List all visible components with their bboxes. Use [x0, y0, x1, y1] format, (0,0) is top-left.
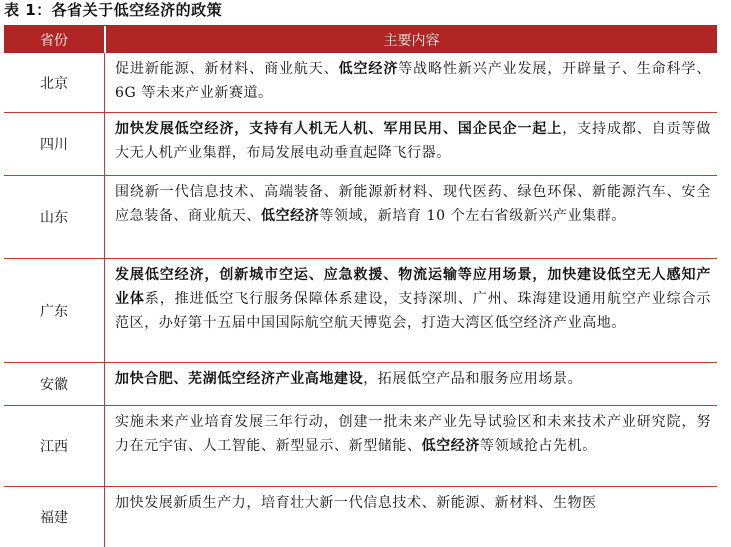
table-row — [4, 176, 717, 259]
bold-text-segment: 加快发展低空经济，支持有人机无人机、军用民用、国企民企一起上 — [115, 121, 563, 137]
bold-text-segment: 发展低空经济，创新城市空运、应急救援、物流运输等应用场景，加快建设低空无人感知产业体 — [115, 267, 711, 307]
text-segment: 围绕新一代信息技术、高端装备、新能源新材料、现代医药、绿色环保、新能源汽车、安全应急装备、商业航天、 — [115, 184, 711, 224]
table-row — [4, 487, 717, 547]
table-row — [4, 363, 717, 406]
province-cell: 江西 — [4, 406, 105, 486]
content-cell — [105, 406, 717, 486]
text-segment: 等领域，新培育 10 个左右省级新兴产业集群。 — [319, 208, 626, 224]
policy-table — [4, 25, 717, 547]
text-segment: 加快发展新质生产力，培育壮大新一代信息技术、新能源、新材料、生物医 — [115, 495, 597, 511]
table-caption: 表 1：各省关于低空经济的政策 — [4, 1, 223, 19]
bold-text-segment: 低空经济 — [338, 61, 399, 77]
header-province: 省份 — [4, 26, 106, 53]
bold-text-segment: 低空经济 — [261, 208, 320, 224]
province-cell: 福建 — [4, 487, 105, 547]
text-segment: 等领域抢占先机。 — [480, 438, 597, 454]
bold-text-segment: 低空经济 — [421, 438, 481, 454]
table-row — [4, 113, 717, 176]
content-cell — [105, 487, 717, 547]
text-segment: ，支持成都、自贡等做大无人机产业集群，布局发展电动垂直起降飞行器。 — [115, 121, 712, 161]
table-row — [4, 259, 717, 363]
text-segment: 等战略性新兴产业发展，开辟量子、生命科学、6G 等未来产业新赛道。 — [115, 61, 711, 101]
header-content: 主要内容 — [383, 32, 440, 49]
content-cell — [105, 53, 717, 112]
text-segment: 实施未来产业培育发展三年行动，创建一批未来产业先导试验区和未来技术产业研究院，努力在元宇宙、人工智能、新型显示、新型储能、 — [115, 414, 711, 454]
province-cell: 山东 — [4, 176, 105, 258]
text-segment: 促进新能源、新材料、商业航天、 — [115, 61, 339, 77]
table-row — [4, 53, 717, 113]
province-cell: 广东 — [4, 259, 105, 362]
content-cell — [105, 113, 717, 175]
bold-text-segment: 加快合肥、芜湖低空经济产业高地建设 — [115, 371, 364, 387]
text-segment: 系，推进低空飞行服务保障体系建设，支持深圳、广州、珠海建设通用航空产业综合示范区，办好第十五届中国国际航空航天博览会，打造大湾区低空经济产业高地。 — [115, 291, 711, 331]
text-segment: ，拓展低空产品和服务应用场景。 — [363, 371, 583, 387]
province-cell: 北京 — [4, 53, 105, 112]
content-cell — [105, 259, 717, 362]
province-cell: 四川 — [4, 113, 105, 175]
content-cell — [105, 176, 717, 258]
table-row — [4, 406, 717, 487]
table-header-row — [4, 26, 717, 53]
province-cell: 安徽 — [4, 363, 105, 405]
content-cell — [105, 363, 717, 405]
